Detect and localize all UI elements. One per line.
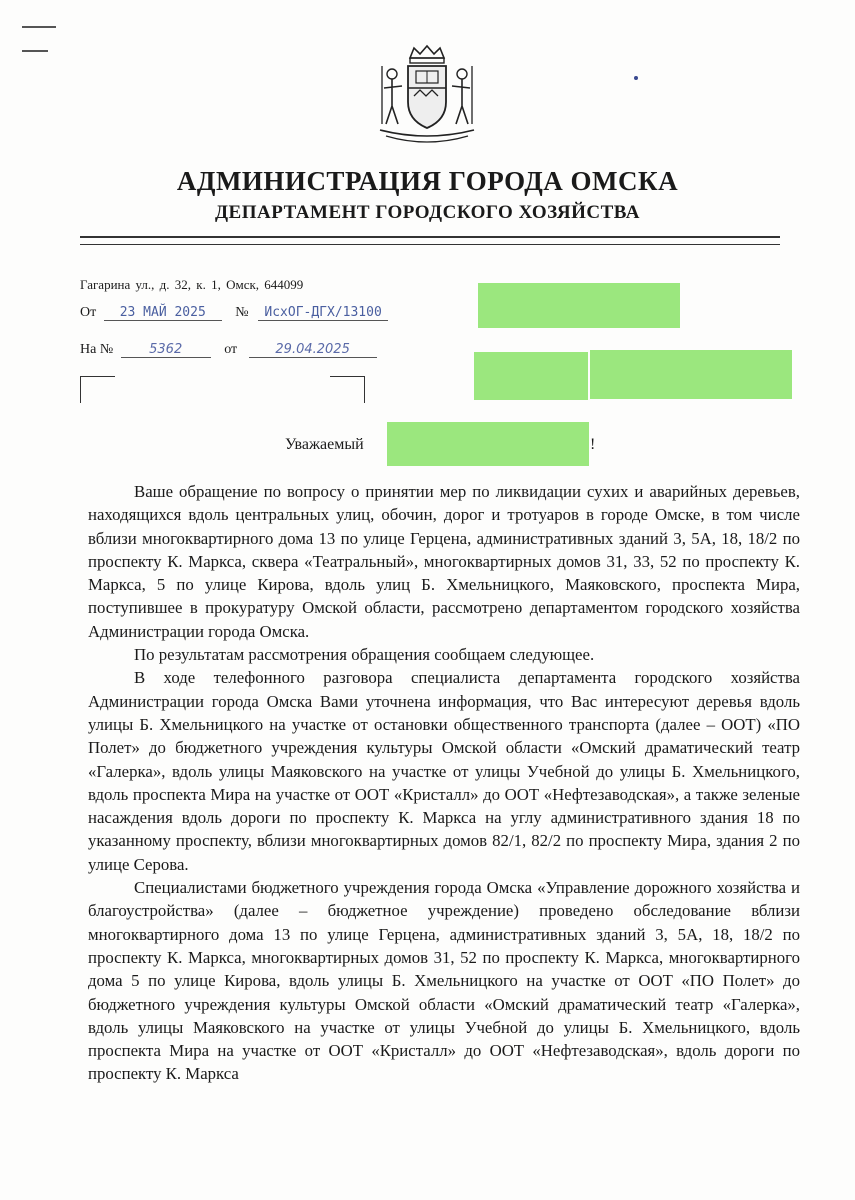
reply-date-label: от xyxy=(224,342,238,357)
reply-row xyxy=(80,342,377,358)
body-paragraph: Ваше обращение по вопросу о принятии мер по ликвидации сухих и аварийных деревьев, находящихся вдоль центральных улиц, обочин, дорог и тротуаров в городе Омске, в том числе вблизи многоквартирного дома 13 по улице Герцена, административных зданий 3, 5А, 18, 18/2 по проспекту К. Маркса, сквера «Театральный», многоквартирных домов 31, 33, 52 по проспекту К. Маркса, 5 по улице Кирова, вдоль улиц Б. Хмельницкого, Маяковского, проспекта Мира, поступившее в прокуратуру Омской области, рассмотрено департаментом городского хозяйства Администрации города Омска. xyxy=(88,482,800,641)
corner-mark-bottom xyxy=(22,50,48,52)
org-title: АДМИНИСТРАЦИЯ ГОРОДА ОМСКА xyxy=(176,166,679,196)
outgoing-number: ИсхОГ-ДГХ/13100 xyxy=(258,305,388,321)
coat-of-arms-icon xyxy=(372,44,482,154)
greeting: Уважаемый xyxy=(285,436,364,453)
address-bracket-left xyxy=(80,376,115,403)
sender-address: Гагарина ул., д. 32, к. 1, Омск, 644099 xyxy=(80,277,304,292)
redacted-recipient-address-1 xyxy=(474,352,588,400)
ink-dot xyxy=(634,76,638,80)
department-title: ДЕПАРТАМЕНТ ГОРОДСКОГО ХОЗЯЙСТВА xyxy=(214,202,640,223)
reply-date: 29.04.2025 xyxy=(249,342,377,358)
outgoing-row xyxy=(80,305,388,321)
number-label: № xyxy=(235,305,249,320)
outgoing-date: 23 МАЙ 2025 xyxy=(104,305,222,321)
header-rule-thick xyxy=(80,236,780,238)
corner-mark-top xyxy=(22,26,56,28)
reply-number: 5362 xyxy=(121,342,211,358)
body-paragraph: В ходе телефонного разговора специалиста департамента городского хозяйства Администрации города Омска Вами уточнена информация, что Вас интересуют деревья вдоль улицы Б. Хмельницкого на участке от остановки общественного транспорта (далее – ООТ) «ПО Полет» до бюджетного учреждения культуры Омской области «Омский драматический театр «Галерка», вдоль улицы Маяковского на участке от улицы Учебной до улицы Б. Хмельницкого, вдоль проспекта Мира на участке от ООТ «Кристалл» до ООТ «Нефтезаводская», а также зеленые насаждения вдоль дороги по проспекту К. Маркса на углу административного здания 18 по указанному проспекту, вблизи многоквартирных домов 82/1, 82/2 по проспекту Мира, здания 2 по улице Серова. xyxy=(88,668,800,874)
letter-body xyxy=(88,480,800,1086)
redacted-recipient-address-2 xyxy=(590,350,792,399)
header-rule-thin xyxy=(80,244,780,245)
from-label: От xyxy=(80,305,97,320)
body-paragraph: По результатам рассмотрения обращения сообщаем следующее. xyxy=(134,645,595,665)
address-bracket-right xyxy=(330,376,365,403)
redacted-recipient-name xyxy=(478,283,680,328)
redacted-greeting-name xyxy=(387,422,589,466)
greeting-mark: ! xyxy=(590,436,596,453)
reply-number-label: На № xyxy=(80,342,114,357)
body-paragraph: Специалистами бюджетного учреждения города Омска «Управление дорожного хозяйства и благоустройства» (далее – бюджетное учреждение) проведено обследование вблизи многоквартирного дома 13 по улице Герцена, административных зданий 3, 5А, 18, 18/2 по проспекту К. Маркса, многоквартирных домов 31, 52 по проспекту К. Маркса, многоквартирного дома 5 по улице Кирова, вдоль улицы Б. Хмельницкого на участке от ООТ «ПО Полет» до бюджетного учреждения культуры Омской области «Омский драматический театр «Галерка», вдоль улицы Маяковского на участке от улицы Учебной до улицы Б. Хмельницкого, вдоль проспекта Мира на участке от ООТ «Кристалл» до ООТ «Нефтезаводская», вдоль дороги по проспекту К. Маркса xyxy=(88,878,800,1084)
